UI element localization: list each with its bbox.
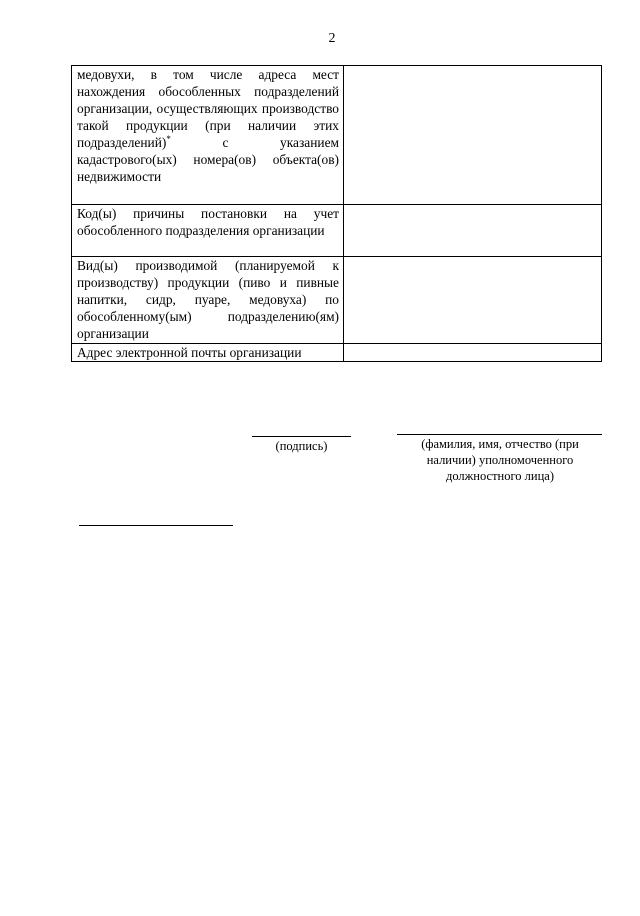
- name-caption: (фамилия, имя, отчество (при наличии) уполномоченного должностного лица): [421, 437, 579, 483]
- form-table: [71, 65, 602, 362]
- row-value[interactable]: [344, 205, 602, 257]
- row-value[interactable]: [344, 66, 602, 205]
- row-label: Вид(ы) производимой (планируемой к производству) продукции (пиво и пивные напитки, сидр, пуаре, медовуха) по обособленному(ым) подразделению(ям) организации: [72, 257, 344, 344]
- footnote-separator: [79, 525, 233, 526]
- footnote-mark: *: [166, 134, 171, 144]
- signature-caption: (подпись): [275, 439, 328, 453]
- table-row: [72, 66, 602, 205]
- page-number: 2: [328, 31, 336, 46]
- row-value[interactable]: [344, 344, 602, 362]
- name-line[interactable]: [397, 434, 602, 435]
- signature-line[interactable]: [252, 436, 351, 437]
- row-label: Код(ы) причины постановки на учет обособленного подразделения организации: [72, 205, 344, 257]
- table-row: [72, 344, 602, 362]
- row-label: [72, 66, 344, 205]
- table-row: [72, 257, 602, 344]
- row-label: Адрес электронной почты организации: [72, 344, 344, 362]
- row-label-text: медовухи, в том числе адреса мест нахождения обособленных подразделений организации, осуществляющих производство такой продукции (при наличии этих подразделений): [77, 67, 339, 150]
- row-label-text-tail: с указанием кадастрового(ых) номера(ов) объекта(ов) недвижимости: [77, 135, 339, 184]
- row-value[interactable]: [344, 257, 602, 344]
- table-row: [72, 205, 602, 257]
